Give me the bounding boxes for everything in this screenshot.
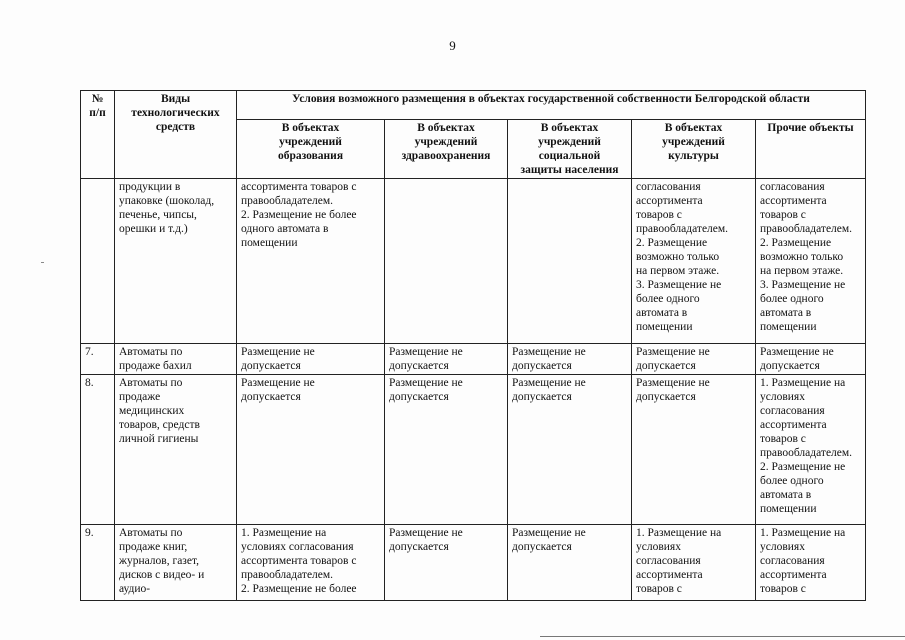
- cell-education: Размещение не допускается: [237, 344, 385, 375]
- cell-healthcare: [385, 179, 508, 344]
- row-device-type: Автоматы по продаже бахил: [115, 344, 237, 375]
- cell-other: 1. Размещение на условиях согласования ассортимента товаров с: [756, 525, 866, 601]
- table-row: [81, 344, 866, 375]
- cell-social-protection: Размещение не допускается: [508, 525, 632, 601]
- header-col-social-protection: В объектах учреждений социальной защиты населения: [508, 120, 632, 179]
- cell-social-protection: Размещение не допускается: [508, 344, 632, 375]
- cell-education: Размещение не допускается: [237, 375, 385, 525]
- row-number: 7.: [81, 344, 115, 375]
- header-col-culture: В объектах учреждений культуры: [632, 120, 756, 179]
- header-col-healthcare: В объектах учреждений здравоохранения: [385, 120, 508, 179]
- row-device-type: Автоматы по продаже книг, журналов, газет, дисков с видео- и аудио-: [115, 525, 237, 601]
- cell-other: согласования ассортимента товаров с правообладателем. 2. Размещение возможно только на первом этаже. 3. Размещение не более одного автомата в помещении: [756, 179, 866, 344]
- header-number: № п/п: [81, 91, 115, 179]
- cell-culture: согласования ассортимента товаров с правообладателем. 2. Размещение возможно только на первом этаже. 3. Размещение не более одного автомата в помещении: [632, 179, 756, 344]
- cell-social-protection: [508, 179, 632, 344]
- header-placement-conditions: Условия возможного размещения в объектах государственной собственности Белгородской области: [237, 91, 866, 120]
- cell-social-protection: Размещение не допускается: [508, 375, 632, 525]
- cell-healthcare: Размещение не допускается: [385, 344, 508, 375]
- row-device-type: Автоматы по продаже медицинских товаров, средств личной гигиены: [115, 375, 237, 525]
- row-number: [81, 179, 115, 344]
- cell-other: 1. Размещение на условиях согласования ассортимента товаров с правообладателем. 2. Размещение не более одного автомата в помещении: [756, 375, 866, 525]
- cell-culture: 1. Размещение на условиях согласования ассортимента товаров с: [632, 525, 756, 601]
- cell-healthcare: Размещение не допускается: [385, 375, 508, 525]
- table-row: [81, 525, 866, 601]
- margin-mark: [41, 262, 44, 263]
- cell-education: ассортимента товаров с правообладателем. 2. Размещение не более одного автомата в помещении: [237, 179, 385, 344]
- header-col-other: Прочие объекты: [756, 120, 866, 179]
- header-col-education: В объектах учреждений образования: [237, 120, 385, 179]
- table-row: [81, 179, 866, 344]
- cell-healthcare: Размещение не допускается: [385, 525, 508, 601]
- page-number: 9: [449, 38, 456, 53]
- row-number: 8.: [81, 375, 115, 525]
- row-device-type: продукции в упаковке (шоколад, печенье, чипсы, орешки и т.д.): [115, 179, 237, 344]
- row-number: 9.: [81, 525, 115, 601]
- table-row: [81, 375, 866, 525]
- cell-culture: Размещение не допускается: [632, 344, 756, 375]
- bottom-edge-line: [540, 636, 905, 637]
- placement-conditions-table: [80, 90, 866, 601]
- cell-other: Размещение не допускается: [756, 344, 866, 375]
- cell-culture: Размещение не допускается: [632, 375, 756, 525]
- cell-education: 1. Размещение на условиях согласования ассортимента товаров с правообладателем. 2. Размещение не более: [237, 525, 385, 601]
- header-device-type: Виды технологических средств: [115, 91, 237, 179]
